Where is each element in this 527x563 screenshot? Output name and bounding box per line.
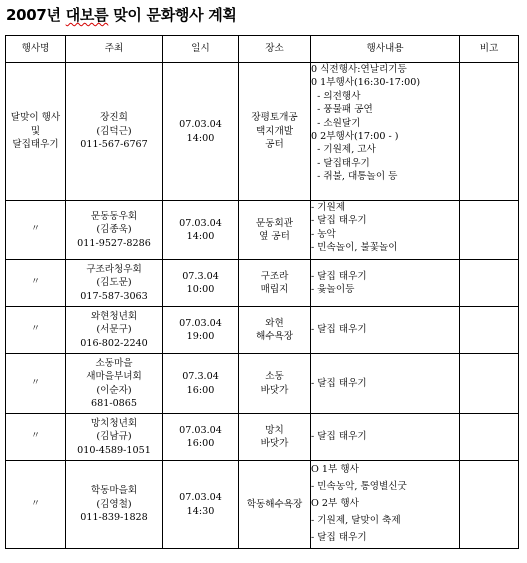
title-year: 2007년	[6, 6, 61, 24]
cell-note	[460, 63, 519, 201]
cell-event: 〃	[6, 414, 66, 461]
cell-place: 구조라 매립지	[239, 260, 311, 307]
cell-datetime: 07.03.04 16:00	[163, 414, 239, 461]
table-header-row	[6, 36, 519, 63]
table-row	[6, 354, 519, 414]
cell-host: 문동동우회 (김종욱) 011-9527-8286	[66, 201, 163, 260]
cell-note	[460, 307, 519, 354]
cell-event: 〃	[6, 461, 66, 549]
cell-note	[460, 414, 519, 461]
cell-host: 장진희 (김덕근) 011-567-6767	[66, 63, 163, 201]
column-header-place: 장소	[239, 36, 311, 63]
cell-host: 구조라청우회 (김도문) 017-587-3063	[66, 260, 163, 307]
cell-content: - 기원제 - 달집 태우기 - 농악 - 민속놀이, 불꽃놀이	[311, 201, 460, 260]
title-rest: 맞이 문화행사 계획	[113, 6, 237, 24]
column-header-note: 비고	[460, 36, 519, 63]
cell-content: - 달집 태우기 - 윷놀이등	[311, 260, 460, 307]
cell-place: 학동해수욕장	[239, 461, 311, 549]
cell-datetime: 07.03.04 19:00	[163, 307, 239, 354]
cell-place: 장평토개공 택지개발 공터	[239, 63, 311, 201]
column-header-datetime: 일시	[163, 36, 239, 63]
cell-datetime: 07.03.04 14:30	[163, 461, 239, 549]
table-row	[6, 307, 519, 354]
column-header-event: 행사명	[6, 36, 66, 63]
cell-content: - 달집 태우기	[311, 307, 460, 354]
cell-content: 0 식전행사:연날리기등 0 1부행사(16:30-17:00) - 의전행사 - 풍물패 공연 - 소원달기 0 2부행사(17:00 - ) - 기원제, 고사 - 달집태우기 - 쥐불, 대통놀이 등	[311, 63, 460, 201]
cell-host: 망치청년회 (김남규) 010-4589-1051	[66, 414, 163, 461]
event-schedule-table	[5, 35, 519, 549]
cell-place: 망치 바닷가	[239, 414, 311, 461]
cell-note	[460, 260, 519, 307]
cell-event: 〃	[6, 201, 66, 260]
cell-host: 와현청년회 (서문구) 016-802-2240	[66, 307, 163, 354]
cell-place: 문동회관 옆 공터	[239, 201, 311, 260]
cell-host: 소동마을 새마을부녀회 (이순자) 681-0865	[66, 354, 163, 414]
cell-datetime: 07.3.04 10:00	[163, 260, 239, 307]
column-header-host: 주최	[66, 36, 163, 63]
cell-content: - 달집 태우기	[311, 354, 460, 414]
cell-event: 〃	[6, 260, 66, 307]
table-row	[6, 461, 519, 549]
table-row	[6, 260, 519, 307]
column-header-content: 행사내용	[311, 36, 460, 63]
cell-note	[460, 461, 519, 549]
cell-place: 와현 해수욕장	[239, 307, 311, 354]
cell-place: 소동 바닷가	[239, 354, 311, 414]
cell-content: - 달집 태우기	[311, 414, 460, 461]
cell-datetime: 07.03.04 14:00	[163, 63, 239, 201]
table-row	[6, 414, 519, 461]
cell-event: 〃	[6, 354, 66, 414]
table-row	[6, 201, 519, 260]
cell-note	[460, 201, 519, 260]
cell-event: 〃	[6, 307, 66, 354]
title-spellcheck-word: 대보름	[65, 6, 109, 24]
cell-datetime: 07.3.04 16:00	[163, 354, 239, 414]
cell-datetime: 07.03.04 14:00	[163, 201, 239, 260]
table-row	[6, 63, 519, 201]
document-title	[6, 4, 237, 25]
cell-note	[460, 354, 519, 414]
cell-host: 학동마을회 (김영철) 011-839-1828	[66, 461, 163, 549]
cell-event: 달맞이 행사 및 달집태우기	[6, 63, 66, 201]
cell-content: O 1부 행사 - 민속농악, 통영별신굿 O 2부 행사 - 기원제, 달맞이 축제 - 달집 태우기	[311, 461, 460, 549]
